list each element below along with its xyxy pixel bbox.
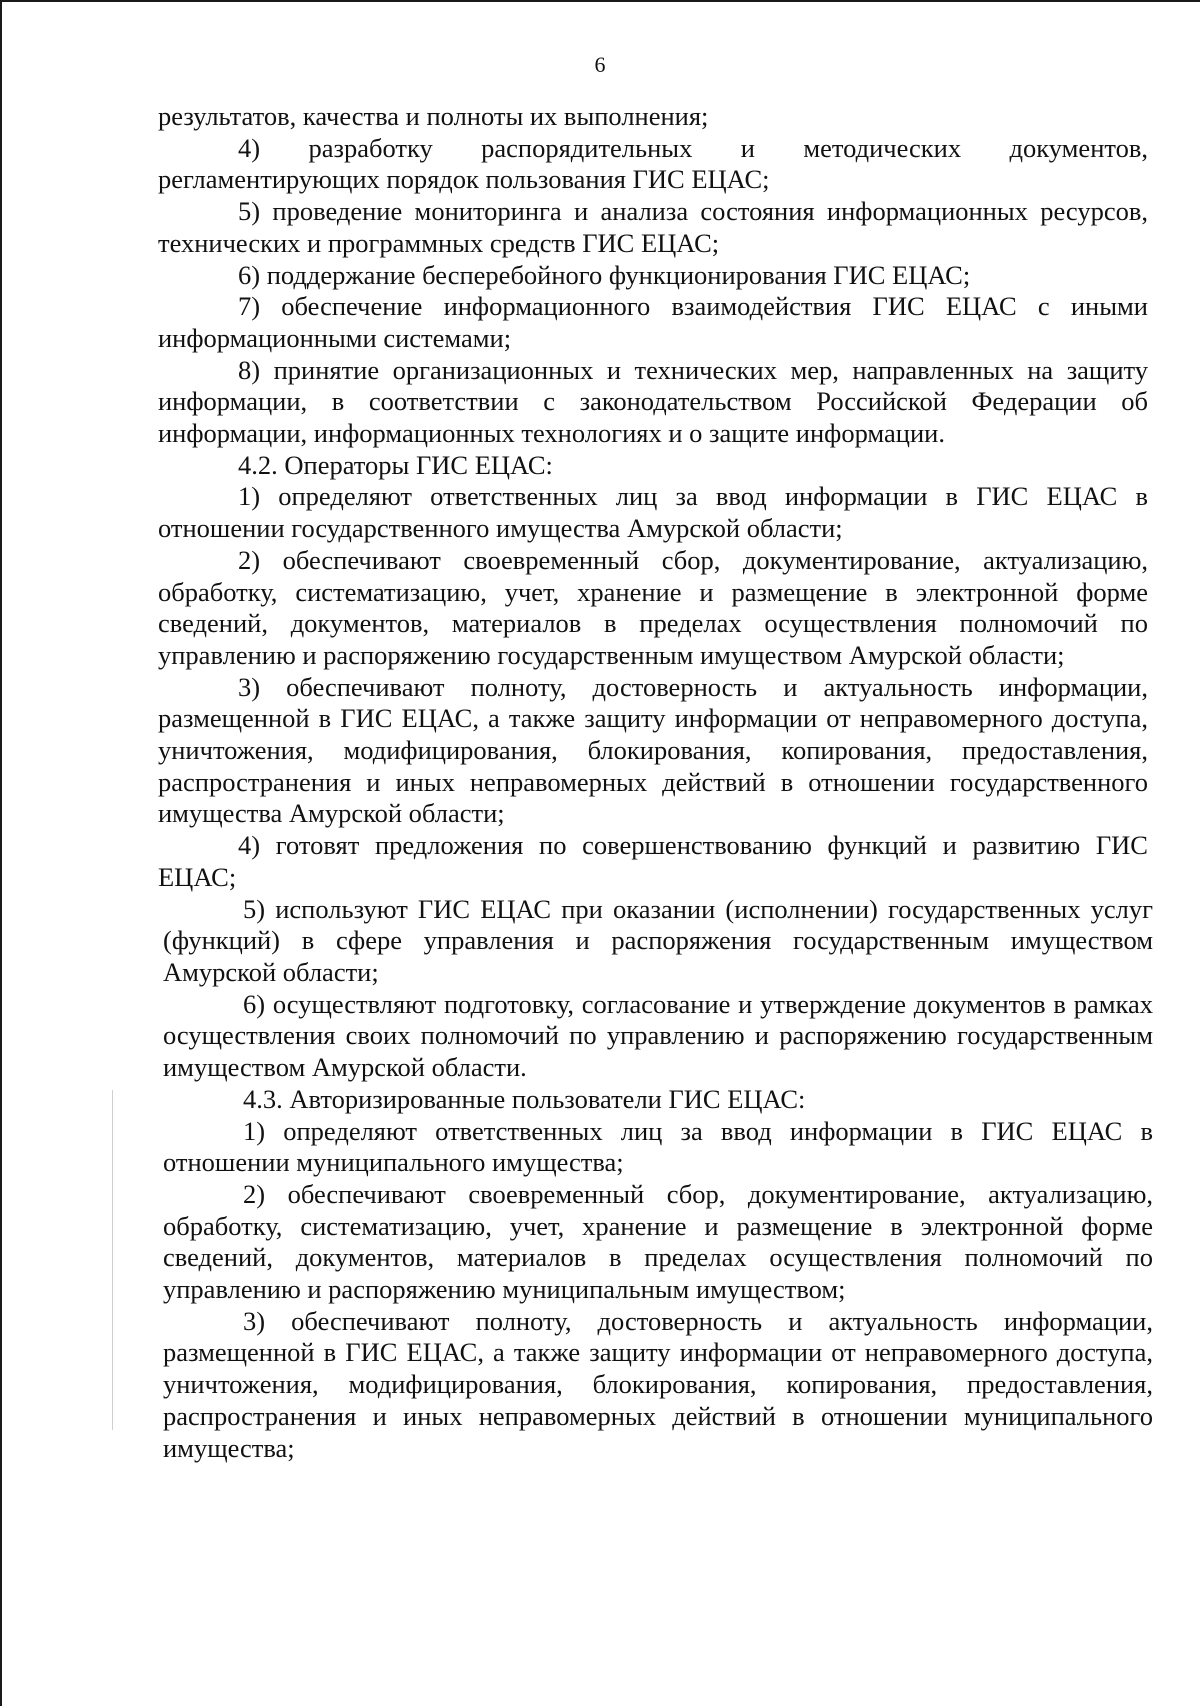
operators-item-1: 1) определяют ответственных лиц за ввод информации в ГИС ЕЦАС в отношении государственного имущества Амурской области; [158,481,1148,544]
operators-item-2: 2) обеспечивают своевременный сбор, документирование, актуализацию, обработку, систематизацию, учет, хранение и размещение в электронной форме сведений, документов, материалов в пределах осуществления полномочий по управлению и распоряжению государственным имуществом Амурской области; [158,544,1148,670]
paragraph-continuation: результатов, качества и полноты их выполнения; [158,101,709,131]
page-number: 6 [594,52,606,77]
list-item-4-develop-documents: 4) разработку распорядительных и методических документов, регламентирующих порядок пользования ГИС ЕЦАС; [158,132,1148,195]
users-item-3: 3) обеспечивают полноту, достоверность и актуальность информации, размещенной в ГИС ЕЦАС, а также защиту информации от неправомерного доступа, уничтожения, модифицирования, блокирования, копирования, предоставления, распространения и иных неправомерных действий в отношении муниципального имущества; [163,1305,1153,1463]
list-item-8-protection-measures: 8) принятие организационных и технических мер, направленных на защиту информации, в соответствии с законодательством Российской Федерации об информации, информационных технологиях и о защите информации. [158,354,1148,449]
scan-edge-top [0,0,1200,2]
list-item-6-uninterrupted-operation: 6) поддержание бесперебойного функционирования ГИС ЕЦАС; [238,259,971,290]
scan-edge-left [0,0,2,1706]
users-item-1: 1) определяют ответственных лиц за ввод информации в ГИС ЕЦАС в отношении муниципального имущества; [163,1115,1153,1178]
list-item-5-monitoring: 5) проведение мониторинга и анализа состояния информационных ресурсов, технических и программных средств ГИС ЕЦАС; [158,196,1148,258]
scan-artifact-line [112,1090,113,1430]
operators-item-3: 3) обеспечивают полноту, достоверность и актуальность информации, размещенной в ГИС ЕЦАС, а также защиту информации от неправомерного доступа, уничтожения, модифицирования, блокирования, копирования, предоставления, распространения и иных неправомерных действий в отношении государственного имущества Амурской области; [158,671,1148,829]
operators-item-4: 4) готовят предложения по совершенствованию функций и развитию ГИС ЕЦАС; [158,830,1148,892]
section-heading-4-3: 4.3. Авторизированные пользователи ГИС ЕЦАС: [243,1083,806,1114]
users-item-2: 2) обеспечивают своевременный сбор, документирование, актуализацию, обработку, систематизацию, учет, хранение и размещение в электронной форме сведений, документов, материалов в пределах осуществления полномочий по управлению и распоряжению муниципальным имуществом; [163,1178,1153,1305]
operators-item-6: 6) осуществляют подготовку, согласование и утверждение документов в рамках осуществления своих полномочий по управлению и распоряжению государственным имуществом Амурской области. [163,988,1153,1083]
section-heading-4-2: 4.2. Операторы ГИС ЕЦАС: [238,449,553,480]
list-item-7-interaction: 7) обеспечение информационного взаимодействия ГИС ЕЦАС с иными информационными системами; [158,291,1148,353]
document-body [158,101,1153,1464]
operators-item-5: 5) используют ГИС ЕЦАС при оказании (исполнении) государственных услуг (функций) в сфере управления и распоряжения государственным имуществом Амурской области; [163,893,1153,987]
